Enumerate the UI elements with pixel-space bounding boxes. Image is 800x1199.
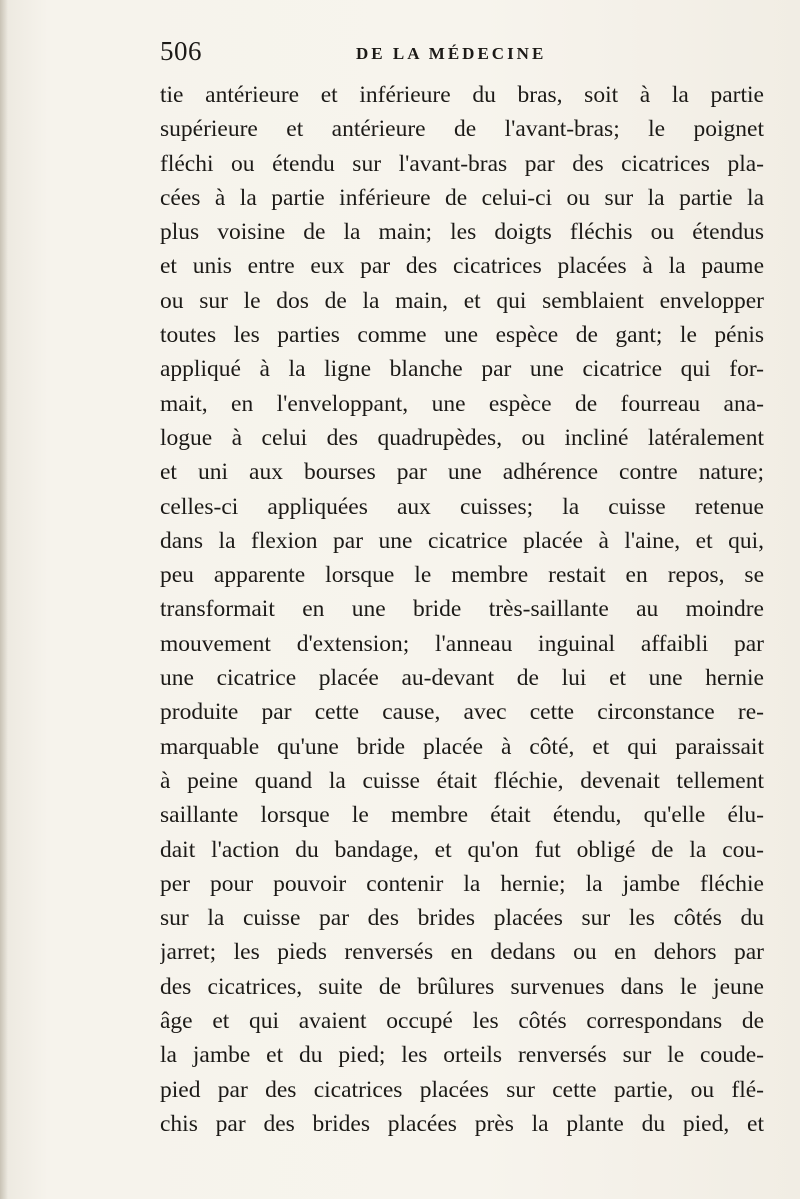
text-line: cées à la partie inférieure de celui-ci ou sur la partie la bbox=[160, 184, 764, 211]
text-line: sur la cuisse par des brides placées sur les côtés du bbox=[160, 905, 764, 932]
text-line: saillante lorsque le membre était étendu, qu'elle élu- bbox=[160, 802, 764, 829]
text-line: mait, en l'enveloppant, une espèce de fourreau ana- bbox=[160, 390, 764, 417]
text-line: une cicatrice placée au-devant de lui et une hernie bbox=[160, 665, 764, 692]
text-line: dait l'action du bandage, et qu'on fut obligé de la cou- bbox=[160, 836, 764, 863]
text-line: et uni aux bourses par une adhérence contre nature; bbox=[160, 459, 764, 486]
text-line: tie antérieure et inférieure du bras, soit à la partie bbox=[160, 82, 764, 108]
page-number: 506 bbox=[160, 36, 202, 66]
text-line: dans la flexion par une cicatrice placée à l'aine, et qui, bbox=[160, 527, 764, 554]
text-line: pied par des cicatrices placées sur cette partie, ou flé- bbox=[160, 1076, 764, 1103]
text-line: plus voisine de la main; les doigts fléchis ou étendus bbox=[160, 219, 764, 246]
page-gutter-shadow bbox=[0, 0, 8, 1199]
text-line: per pour pouvoir contenir la hernie; la jambe fléchie bbox=[160, 870, 764, 897]
page-header bbox=[160, 36, 760, 76]
text-line: des cicatrices, suite de brûlures survenues dans le jeune bbox=[160, 973, 764, 1000]
text-line: ou sur le dos de la main, et qui semblaient envelopper bbox=[160, 287, 764, 314]
text-line: âge et qui avaient occupé les côtés correspondans de bbox=[160, 1008, 764, 1035]
text-line: celles-ci appliquées aux cuisses; la cuisse retenue bbox=[160, 493, 764, 520]
text-line: produite par cette cause, avec cette circonstance re- bbox=[160, 699, 764, 726]
text-line: logue à celui des quadrupèdes, ou incliné latéralement bbox=[160, 424, 764, 451]
text-line: marquable qu'une bride placée à côté, et qui paraissait bbox=[160, 733, 764, 760]
text-line: fléchi ou étendu sur l'avant-bras par des cicatrices pla- bbox=[160, 150, 764, 177]
text-line: la jambe et du pied; les orteils renversés sur le coude- bbox=[160, 1042, 764, 1069]
text-line: appliqué à la ligne blanche par une cicatrice qui for- bbox=[160, 356, 764, 383]
text-line: transformait en une bride très-saillante au moindre bbox=[160, 596, 764, 623]
text-line: et unis entre eux par des cicatrices placées à la paume bbox=[160, 253, 764, 280]
running-title: DE LA MÉDECINE bbox=[356, 44, 547, 63]
text-line: chis par des brides placées près la plante du pied, et bbox=[160, 1110, 764, 1137]
text-line: peu apparente lorsque le membre restait en repos, se bbox=[160, 562, 764, 589]
text-line: toutes les parties comme une espèce de gant; le pénis bbox=[160, 322, 764, 349]
body-text bbox=[160, 78, 764, 1141]
text-line: supérieure et antérieure de l'avant-bras; le poignet bbox=[160, 116, 764, 143]
text-line: jarret; les pieds renversés en dedans ou en dehors par bbox=[160, 939, 764, 966]
text-line: mouvement d'extension; l'anneau inguinal affaibli par bbox=[160, 630, 764, 657]
text-line: à peine quand la cuisse était fléchie, devenait tellement bbox=[160, 767, 764, 794]
